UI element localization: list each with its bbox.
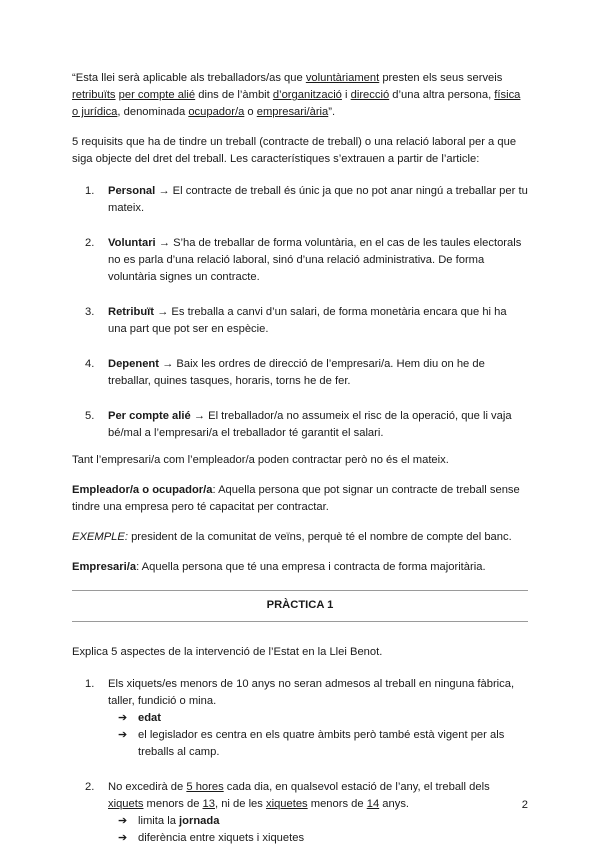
list-text: S’ha de treballar de forma voluntària, en el cas de les taules electorals no es parla d’una relació laboral, sinó d’una relació administrativa. De forma voluntària signes un contracte. <box>108 237 522 283</box>
underlined-term: ocupador/a <box>188 106 245 118</box>
arrow-icon: → <box>155 237 174 249</box>
list-text: El treballador/a no assumeix el risc de la operació, que li vaja bé/mal a l’empresari/a el treballador té garantit el salari. <box>108 410 512 439</box>
practica-section <box>72 590 528 622</box>
list-item <box>72 304 528 338</box>
definition-text: : Aquella persona que pot signar un contracte de treball sense tindre una empresa pero té capacitat per contractar. <box>72 484 520 513</box>
quote-text: “Esta llei serà aplicable als treballadors/as que <box>72 72 306 84</box>
sub-bullet-text: edat <box>138 712 162 724</box>
quote-text: o <box>244 106 257 118</box>
list-term: Voluntari <box>108 237 156 249</box>
list-number: 3. <box>85 306 95 318</box>
sub-bullet-text: el legislador es centra en els quatre àmbits però també està vigent per als treballs al camp. <box>138 729 505 758</box>
list-term: Depenent <box>108 358 159 370</box>
list-item <box>72 676 528 761</box>
list-text: menors de <box>307 798 367 810</box>
sub-bullet <box>118 830 528 847</box>
underlined-term: física o jurídica <box>72 89 521 118</box>
list-number: 5. <box>85 410 95 422</box>
list-term: Personal <box>108 185 156 197</box>
list-item <box>72 183 528 217</box>
document-page <box>72 70 528 865</box>
arrow-icon: → <box>155 185 173 197</box>
practica-question: Explica 5 aspectes de la intervenció de l’Estat en la Llei Benot. <box>72 646 383 658</box>
list-text: anys. <box>379 798 410 810</box>
sub-bullet <box>118 813 528 830</box>
requisits-list <box>72 183 528 442</box>
list-term: Retribuït <box>108 306 154 318</box>
divider-bottom <box>72 621 528 622</box>
arrow-icon: ➔ <box>118 815 128 827</box>
underlined-term: 14 <box>366 798 380 810</box>
list-number: 4. <box>85 358 95 370</box>
list-number: 2. <box>85 237 95 249</box>
definition-term: Empleador/a o ocupador/a <box>72 484 213 496</box>
exemple-label: EXEMPLE: <box>72 531 128 543</box>
list-text: Es treballa a canvi d’un salari, de forma monetària encara que hi ha una part que pot ser en espècie. <box>108 306 507 335</box>
quote-text: ”. <box>328 106 336 118</box>
underlined-term: per compte alié <box>118 89 196 101</box>
quote-text: dins de l’àmbit <box>195 89 273 101</box>
law-quote <box>72 70 528 121</box>
empresari-definition <box>72 559 528 576</box>
underlined-term: empresari/ària <box>256 106 329 118</box>
list-term: Per compte alié <box>108 410 191 422</box>
sub-bullet <box>118 727 528 761</box>
sub-bullet-text: diferència entre xiquets i xiquetes <box>138 832 305 844</box>
quote-text: , denominada <box>117 106 189 118</box>
page-number: 2 <box>521 799 528 811</box>
list-item <box>72 356 528 390</box>
sub-bullets <box>118 813 528 847</box>
exemple-text: president de la comunitat de veïns, perquè té el nombre de compte del banc. <box>127 531 512 543</box>
underlined-term: xiquetes <box>265 798 308 810</box>
underlined-term: direcció <box>350 89 390 101</box>
empleador-definition <box>72 482 528 516</box>
arrow-icon: → <box>190 410 209 422</box>
arrow-icon: → <box>154 306 172 318</box>
quote-text: d’una altra persona, <box>389 89 495 101</box>
list-text: No excedirà de <box>108 781 187 793</box>
underlined-term: d’organització <box>272 89 342 101</box>
underlined-term: retribuïts <box>72 89 116 101</box>
practica-list <box>72 676 528 847</box>
sub-bullet-text: limita la <box>138 815 180 827</box>
arrow-icon: → <box>158 358 177 370</box>
definition-text: : Aquella persona que té una empresa i contracta de forma majoritària. <box>136 561 486 573</box>
definition-term: Empresari/a <box>72 561 137 573</box>
list-text: cada dia, en qualsevol estació de l’any, el treball dels <box>223 781 490 793</box>
practica-title: PRÀCTICA 1 <box>266 599 334 611</box>
list-number: 1. <box>85 185 95 197</box>
quote-text: i <box>341 89 351 101</box>
list-number: 2. <box>85 781 95 793</box>
sub-bullet <box>118 710 528 727</box>
list-text: , ni de les <box>214 798 266 810</box>
quote-text: presten els seus serveis <box>379 72 503 84</box>
underlined-term: 5 hores <box>186 781 224 793</box>
list-text: El contracte de treball és únic ja que no pot anar ningú a treballar per tu mateix. <box>108 185 528 214</box>
list-item <box>72 408 528 442</box>
intro-paragraph: 5 requisits que ha de tindre un treball (contracte de treball) o una relació laboral per a que siga objecte del dret del treball. Les característiques s’extrauen a partir de l’article: <box>72 136 517 165</box>
underlined-term: xiquets <box>108 798 144 810</box>
sub-bullet-bold: jornada <box>179 815 220 827</box>
tant-paragraph: Tant l’empresari/a com l’empleador/a poden contractar però no és el mateix. <box>72 454 449 466</box>
arrow-icon: ➔ <box>118 712 128 724</box>
exemple-paragraph <box>72 529 528 546</box>
arrow-icon: ➔ <box>118 832 128 844</box>
sub-bullets <box>118 710 528 761</box>
underlined-term: voluntàriament <box>305 72 380 84</box>
list-item <box>72 235 528 286</box>
arrow-icon: ➔ <box>118 729 128 741</box>
list-text: menors de <box>143 798 203 810</box>
list-item <box>72 779 528 847</box>
list-text: Els xiquets/es menors de 10 anys no seran admesos al treball en ninguna fàbrica, taller, fundició o mina. <box>108 678 515 707</box>
list-text: Baix les ordres de direcció de l’empresari/a. Hem diu on he de treballar, quines tasques, horaris, torns he de fer. <box>108 358 485 387</box>
list-number: 1. <box>85 678 95 690</box>
underlined-term: 13 <box>202 798 215 810</box>
